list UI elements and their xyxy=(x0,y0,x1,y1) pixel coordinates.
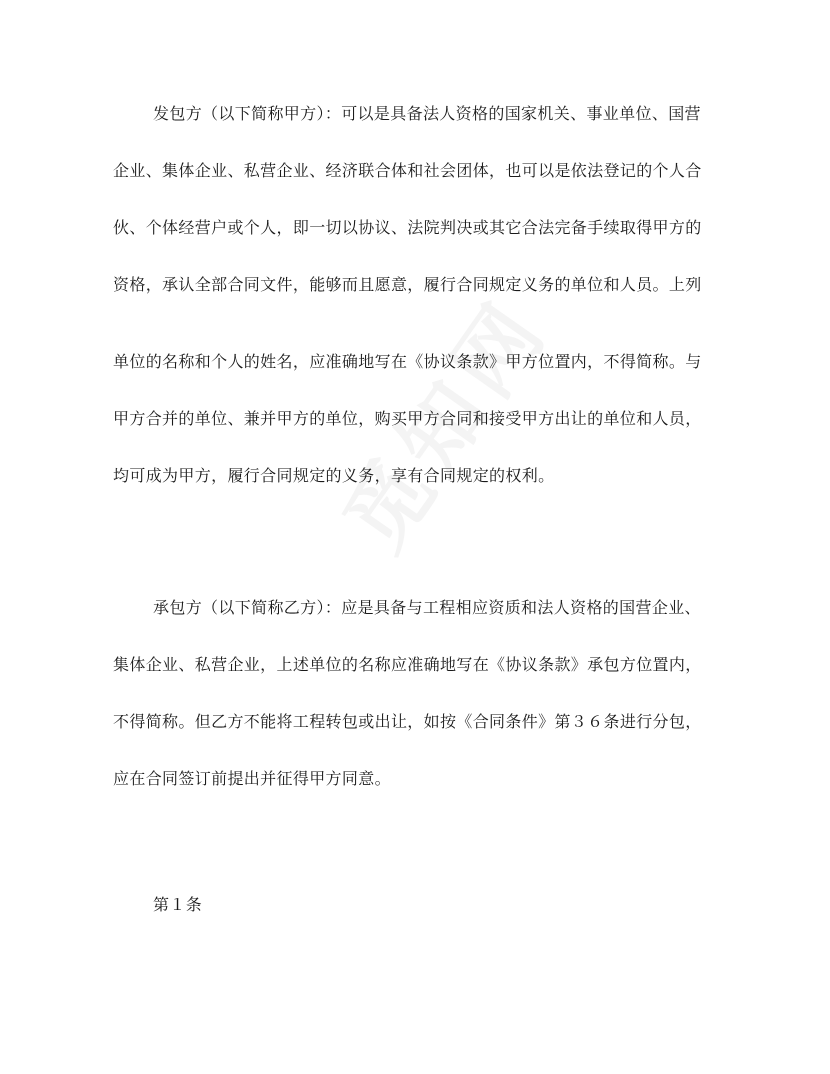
paragraph-line: 伙、个体经营户或个人，即一切以协议、法院判决或其它合法完备手续取得甲方的 xyxy=(113,218,702,237)
paragraph-line: 企业、集体企业、私营企业、经济联合体和社会团体，也可以是依法登记的个人合 xyxy=(113,161,702,180)
paragraph-line: 发包方（以下简称甲方）：可以是具备法人资格的国家机关、事业单位、国营 xyxy=(153,104,701,123)
paragraph-line: 均可成为甲方，履行合同规定的义务，享有合同规定的权利。 xyxy=(113,466,555,485)
paragraph-line: 单位的名称和个人的姓名，应准确地写在《协议条款》甲方位置内，不得简称。与 xyxy=(113,352,702,371)
paragraph-line: 承包方（以下简称乙方）：应是具备与工程相应资质和法人资格的国营企业、 xyxy=(153,598,701,617)
article-heading: 第１条 xyxy=(153,895,203,914)
paragraph-line: 应在合同签订前提出并征得甲方同意。 xyxy=(113,769,391,788)
paragraph-line: 资格，承认全部合同文件，能够而且愿意，履行合同规定义务的单位和人员。上列 xyxy=(113,275,702,294)
paragraph-line: 不得简称。但乙方不能将工程转包或出让，如按《合同条件》第３６条进行分包， xyxy=(113,712,702,731)
paragraph-line: 集体企业、私营企业，上述单位的名称应准确地写在《协议条款》承包方位置内， xyxy=(113,655,702,674)
paragraph-line: 甲方合并的单位、兼并甲方的单位，购买甲方合同和接受甲方出让的单位和人员， xyxy=(113,409,702,428)
